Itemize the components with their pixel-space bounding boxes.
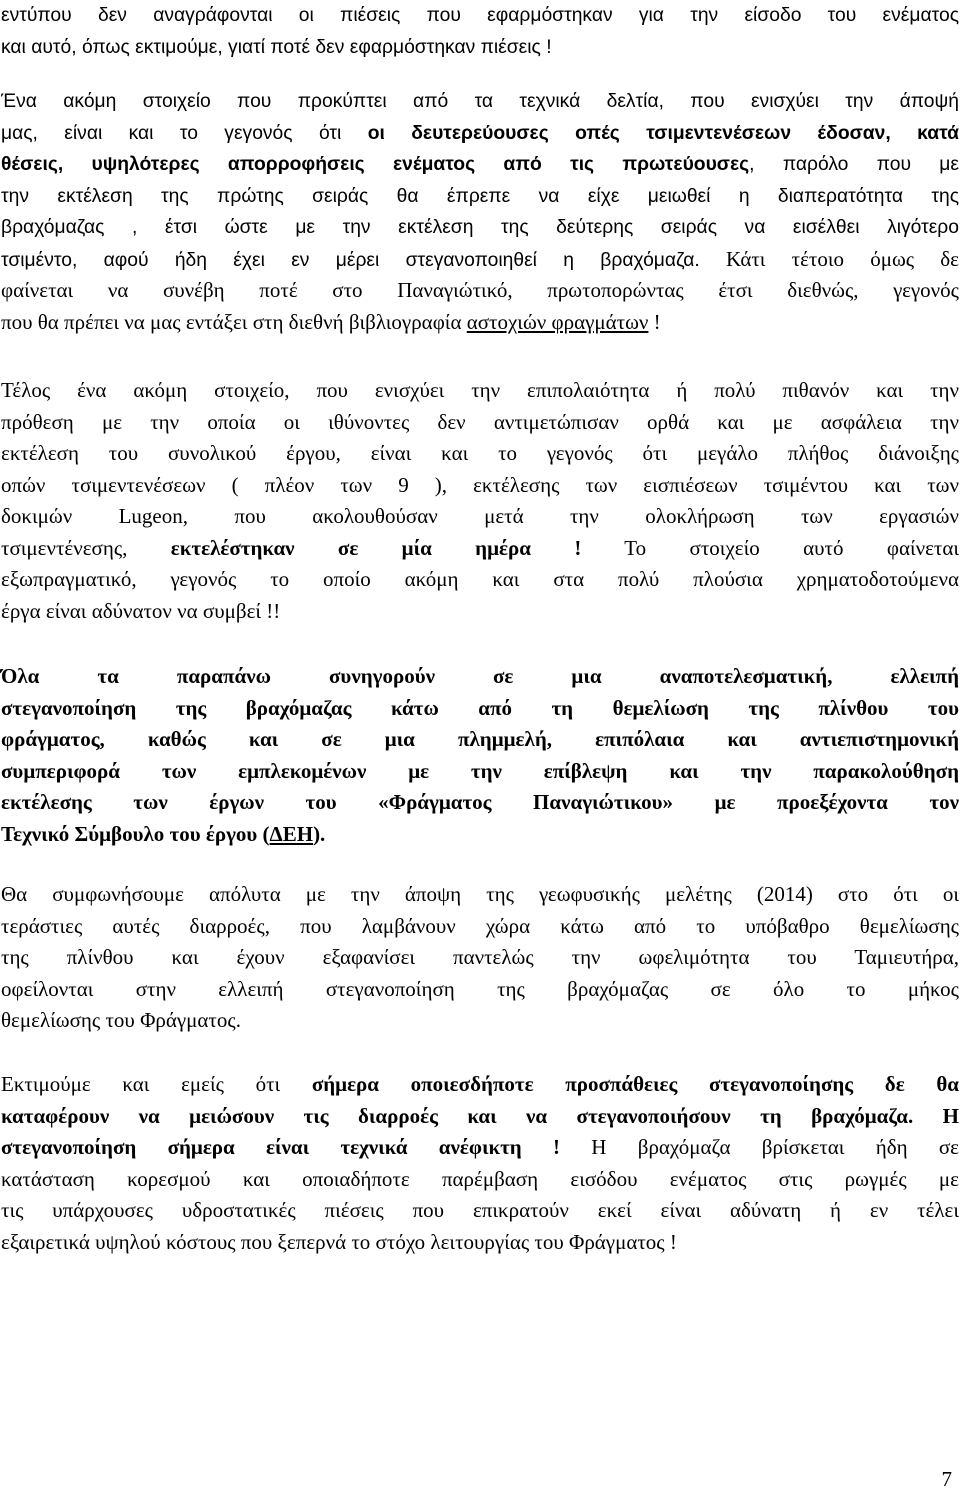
text-line: φράγματος, καθώς και σε μια πλημμελή, επιπόλαια και αντιεπιστημονική <box>1 727 959 751</box>
text-run: Εκτιμούμε και εμείς ότι <box>1 1072 312 1096</box>
page-number: 7 <box>941 1467 952 1491</box>
text-line: εξαιρετικά υψηλού κόστους που ξεπερνά το στόχο λειτουργίας του Φράγματος ! <box>1 1229 677 1254</box>
text-run: , παρόλο που με <box>749 154 959 175</box>
bold-text-run: στεγανοποίηση σήμερα είναι τεχνικά ανέφικτη ! <box>1 1135 561 1159</box>
text-line: Θα συμφωνήσουμε απόλυτα με την άποψη της γεωφυσικής μελέτης (2014) στο ότι οι <box>1 882 959 906</box>
text-run: Η βραχόμαζα βρίσκεται ήδη σε <box>560 1135 959 1159</box>
text-run: τσιμέντο, αφού ήδη έχει εν μέρει στεγανοποιηθεί η βραχόμαζα. <box>1 249 700 271</box>
paragraph-secondary-holes <box>1 86 959 338</box>
bold-text-run: καταφέρουν να μειώσουν τις διαρροές και να στεγανοποιήσουν τη βραχόμαζα. Η <box>1 1103 959 1128</box>
text-line: Ένα ακόμη στοιχείο που προκύπτει από τα τεχνικά δελτία, που ενισχύει την άποψή <box>1 91 959 112</box>
text-run: Τεχνικό Σύμβουλο του έργου ( <box>1 821 270 846</box>
text-line <box>1 533 959 565</box>
text-line: τεράστιες αυτές διαρροές, που λαμβάνουν χώρα κάτω από το υπόβαθρο θεμελίωσης <box>1 913 959 938</box>
paragraph-geophysical-study <box>1 879 959 1037</box>
paragraph-sealing-infeasible <box>1 1069 959 1258</box>
bold-text-run: εκτελέστηκαν σε μία ημέρα ! <box>170 535 582 560</box>
text-run: Το στοιχείο αυτό φαίνεται <box>581 535 960 560</box>
text-line: εκτέλεσης των έργων του «Φράγματος Παναγιώτικου» με προεξέχοντα τον <box>1 790 959 814</box>
text-line: και αυτό, όπως εκτιμούμε, γιατί ποτέ δεν εφαρμόστηκαν πιέσεις ! <box>1 36 552 58</box>
text-line: συμπεριφορά των εμπλεκομένων με την επίβλεψη και την παρακολούθηση <box>1 758 959 783</box>
text-line <box>1 307 959 339</box>
text-line <box>1 118 959 150</box>
text-line <box>1 819 959 851</box>
underlined-text-run: αστοχιών φραγμάτων <box>466 309 649 334</box>
text-run: ! <box>648 309 661 334</box>
text-line: φαίνεται να συνέβη ποτέ στο Παναγιώτικό, πρωτοπορώντας έτσι διεθνώς, γεγονός <box>1 278 959 302</box>
text-line: οφείλονται στην ελλειπή στεγανοποίηση της βραχόμαζας σε όλο το μήκος <box>1 976 959 1001</box>
text-line: δοκιμών Lugeon, που ακολουθούσαν μετά την ολοκλήρωση των εργασιών <box>1 504 959 528</box>
text-line: βραχόμαζας , έτσι ώστε με την εκτέλεση της δεύτερης σειράς να εισέλθει λιγότερο <box>1 217 959 238</box>
bold-text-run: οι δευτερεύουσες οπές τσιμεντενέσεων έδοσαν, κατά <box>367 122 959 144</box>
text-line <box>1 244 959 276</box>
text-line: έργα είναι αδύνατον να συμβεί !! <box>1 598 281 623</box>
text-line: στεγανοποίηση της βραχόμαζας κάτω από τη θεμελίωση της πλίνθου του <box>1 695 959 720</box>
paragraph-conclusion-bold <box>1 661 959 850</box>
text-line: Τέλος ένα ακόμη στοιχείο, που ενισχύει την επιπολαιότητα ή πολύ πιθανόν και την <box>1 378 959 402</box>
text-line: θεμελίωσης του Φράγματος. <box>1 1008 241 1032</box>
text-line: κατάσταση κορεσμού και οποιαδήποτε παρέμβαση εισόδου ενέματος στις ρωγμές με <box>1 1166 959 1191</box>
text-line: τις υπάρχουσες υδροστατικές πιέσεις που επικρατούν εκεί είναι αδύνατη ή εν τέλει <box>1 1198 959 1222</box>
text-line: εκτέλεση του συνολικού έργου, είναι και το γεγονός ότι μεγάλο πλήθος διάνοιξης <box>1 441 959 465</box>
text-run: Κάτι τέτοιο όμως δε <box>699 246 959 271</box>
bold-text-run: σήμερα οποιεσδήποτε προσπάθειες στεγανοποίησης δε θα <box>311 1072 960 1096</box>
text-line: εξωπραγματικό, γεγονός το οποίο ακόμη και στα πολύ πλούσια χρηματοδοτούμενα <box>1 567 959 591</box>
text-line: της πλίνθου και έχουν εξαφανίσει παντελώς την ωφελιμότητα του Ταμιευτήρα, <box>1 945 959 969</box>
text-line: εντύπου δεν αναγράφονται οι πιέσεις που εφαρμόστηκαν για την είσοδο του ενέματος <box>1 5 959 26</box>
paragraph-continuation <box>1 0 959 63</box>
text-run: τσιμεντένεσης, <box>1 535 171 560</box>
text-run: ). <box>313 821 326 846</box>
text-line <box>1 1132 959 1164</box>
text-line: την εκτέλεση της πρώτης σειράς θα έπρεπε να είχε μειωθεί η διαπερατότητα της <box>1 185 959 207</box>
text-line: Όλα τα παραπάνω συνηγορούν σε μια αναποτελεσματική, ελλειπή <box>1 664 959 688</box>
bold-text-run: θέσεις, υψηλότερες απορροφήσεις ενέματος από τις πρωτεύουσες <box>1 154 750 175</box>
text-run: μας, είναι και το γεγονός ότι <box>1 122 368 144</box>
text-line <box>1 149 959 181</box>
paragraph-one-day-execution <box>1 375 959 627</box>
text-run: που θα πρέπει να μας εντάξει στη διεθνή βιβλιογραφία <box>1 309 467 334</box>
text-line: οπών τσιμεντενέσεων ( πλέον των 9 ), εκτέλεσης των εισπιέσεων τσιμέντου και των <box>1 472 959 497</box>
text-line <box>1 1069 959 1101</box>
underlined-text-run: ΔΕΗ <box>269 821 314 846</box>
text-line: πρόθεση με την οποία οι ιθύνοντες δεν αντιμετώπισαν ορθά και με ασφάλεια την <box>1 409 959 434</box>
text-line <box>1 1101 959 1133</box>
